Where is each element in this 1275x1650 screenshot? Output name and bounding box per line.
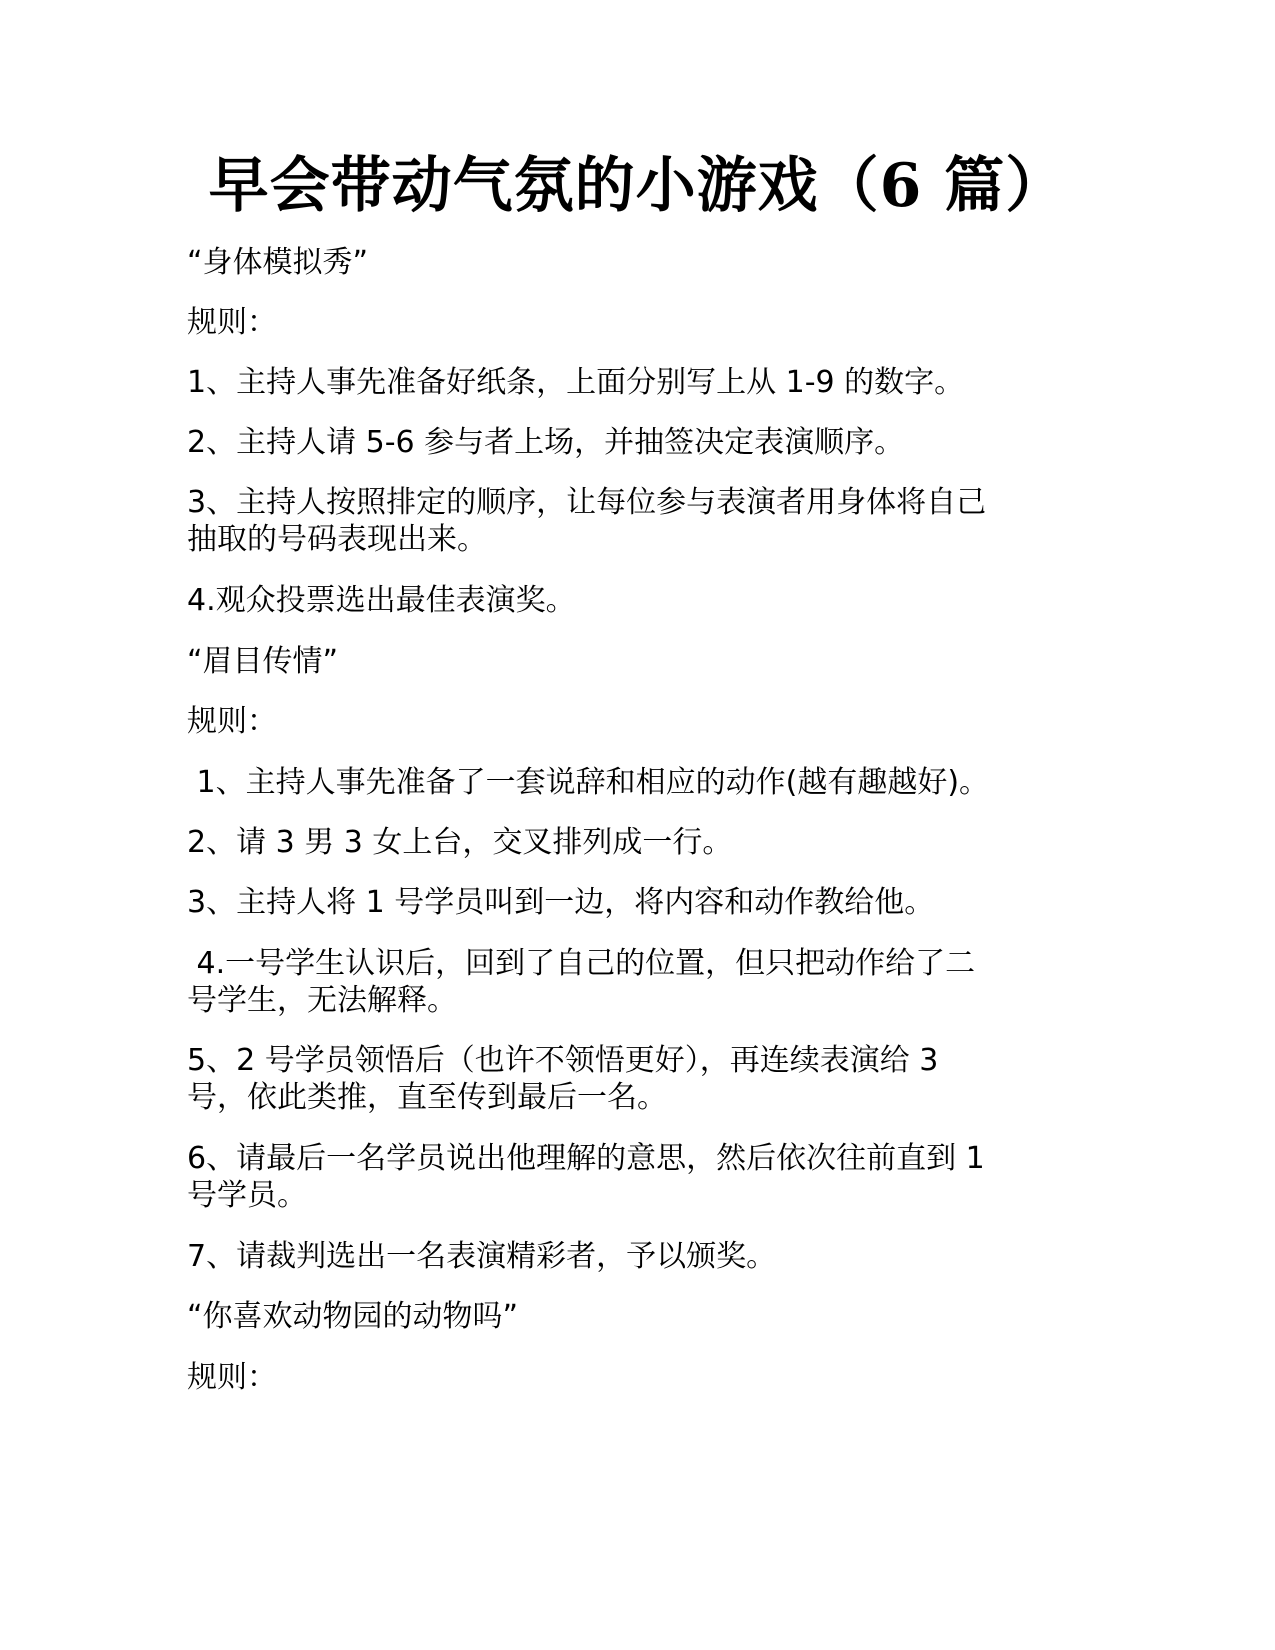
game-title-body-simulation: “身体模拟秀” [187, 245, 369, 280]
rule-item: 7、请裁判选出一名表演精彩者，予以颁奖。 [187, 1239, 777, 1274]
rule-item: 3、主持人将 1 号学员叫到一边，将内容和动作教给他。 [187, 885, 935, 920]
rule-item: 4.观众投票选出最佳表演奖。 [187, 583, 576, 618]
rule-item: 3、主持人按照排定的顺序，让每位参与表演者用身体将自己 抽取的号码表现出来。 [187, 485, 987, 557]
game-title-eyebrow-expression: “眉目传情” [187, 644, 339, 679]
document-title: 早会带动气氛的小游戏（6 篇） [208, 151, 1067, 221]
game-title-zoo-animals: “你喜欢动物园的动物吗” [187, 1299, 519, 1334]
rule-item: 6、请最后一名学员说出他理解的意思，然后依次往前直到 1 号学员。 [187, 1141, 985, 1213]
rule-item: 4.一号学生认识后，回到了自己的位置，但只把动作给了二 号学生，无法解释。 [187, 946, 976, 1018]
rule-item: 1、主持人事先准备了一套说辞和相应的动作(越有趣越好)。 [187, 765, 990, 800]
rule-item: 2、请 3 男 3 女上台，交叉排列成一行。 [187, 825, 733, 860]
rules-heading: 规则： [187, 305, 277, 340]
rule-item: 5、2 号学员领悟后（也许不领悟更好），再连续表演给 3 号，依此类推，直至传到最后一名。 [187, 1043, 939, 1115]
rule-item: 2、主持人请 5-6 参与者上场，并抽签决定表演顺序。 [187, 425, 905, 460]
rule-item: 1、主持人事先准备好纸条，上面分别写上从 1-9 的数字。 [187, 365, 965, 400]
rules-heading: 规则： [187, 1360, 277, 1395]
rules-heading: 规则： [187, 704, 277, 739]
